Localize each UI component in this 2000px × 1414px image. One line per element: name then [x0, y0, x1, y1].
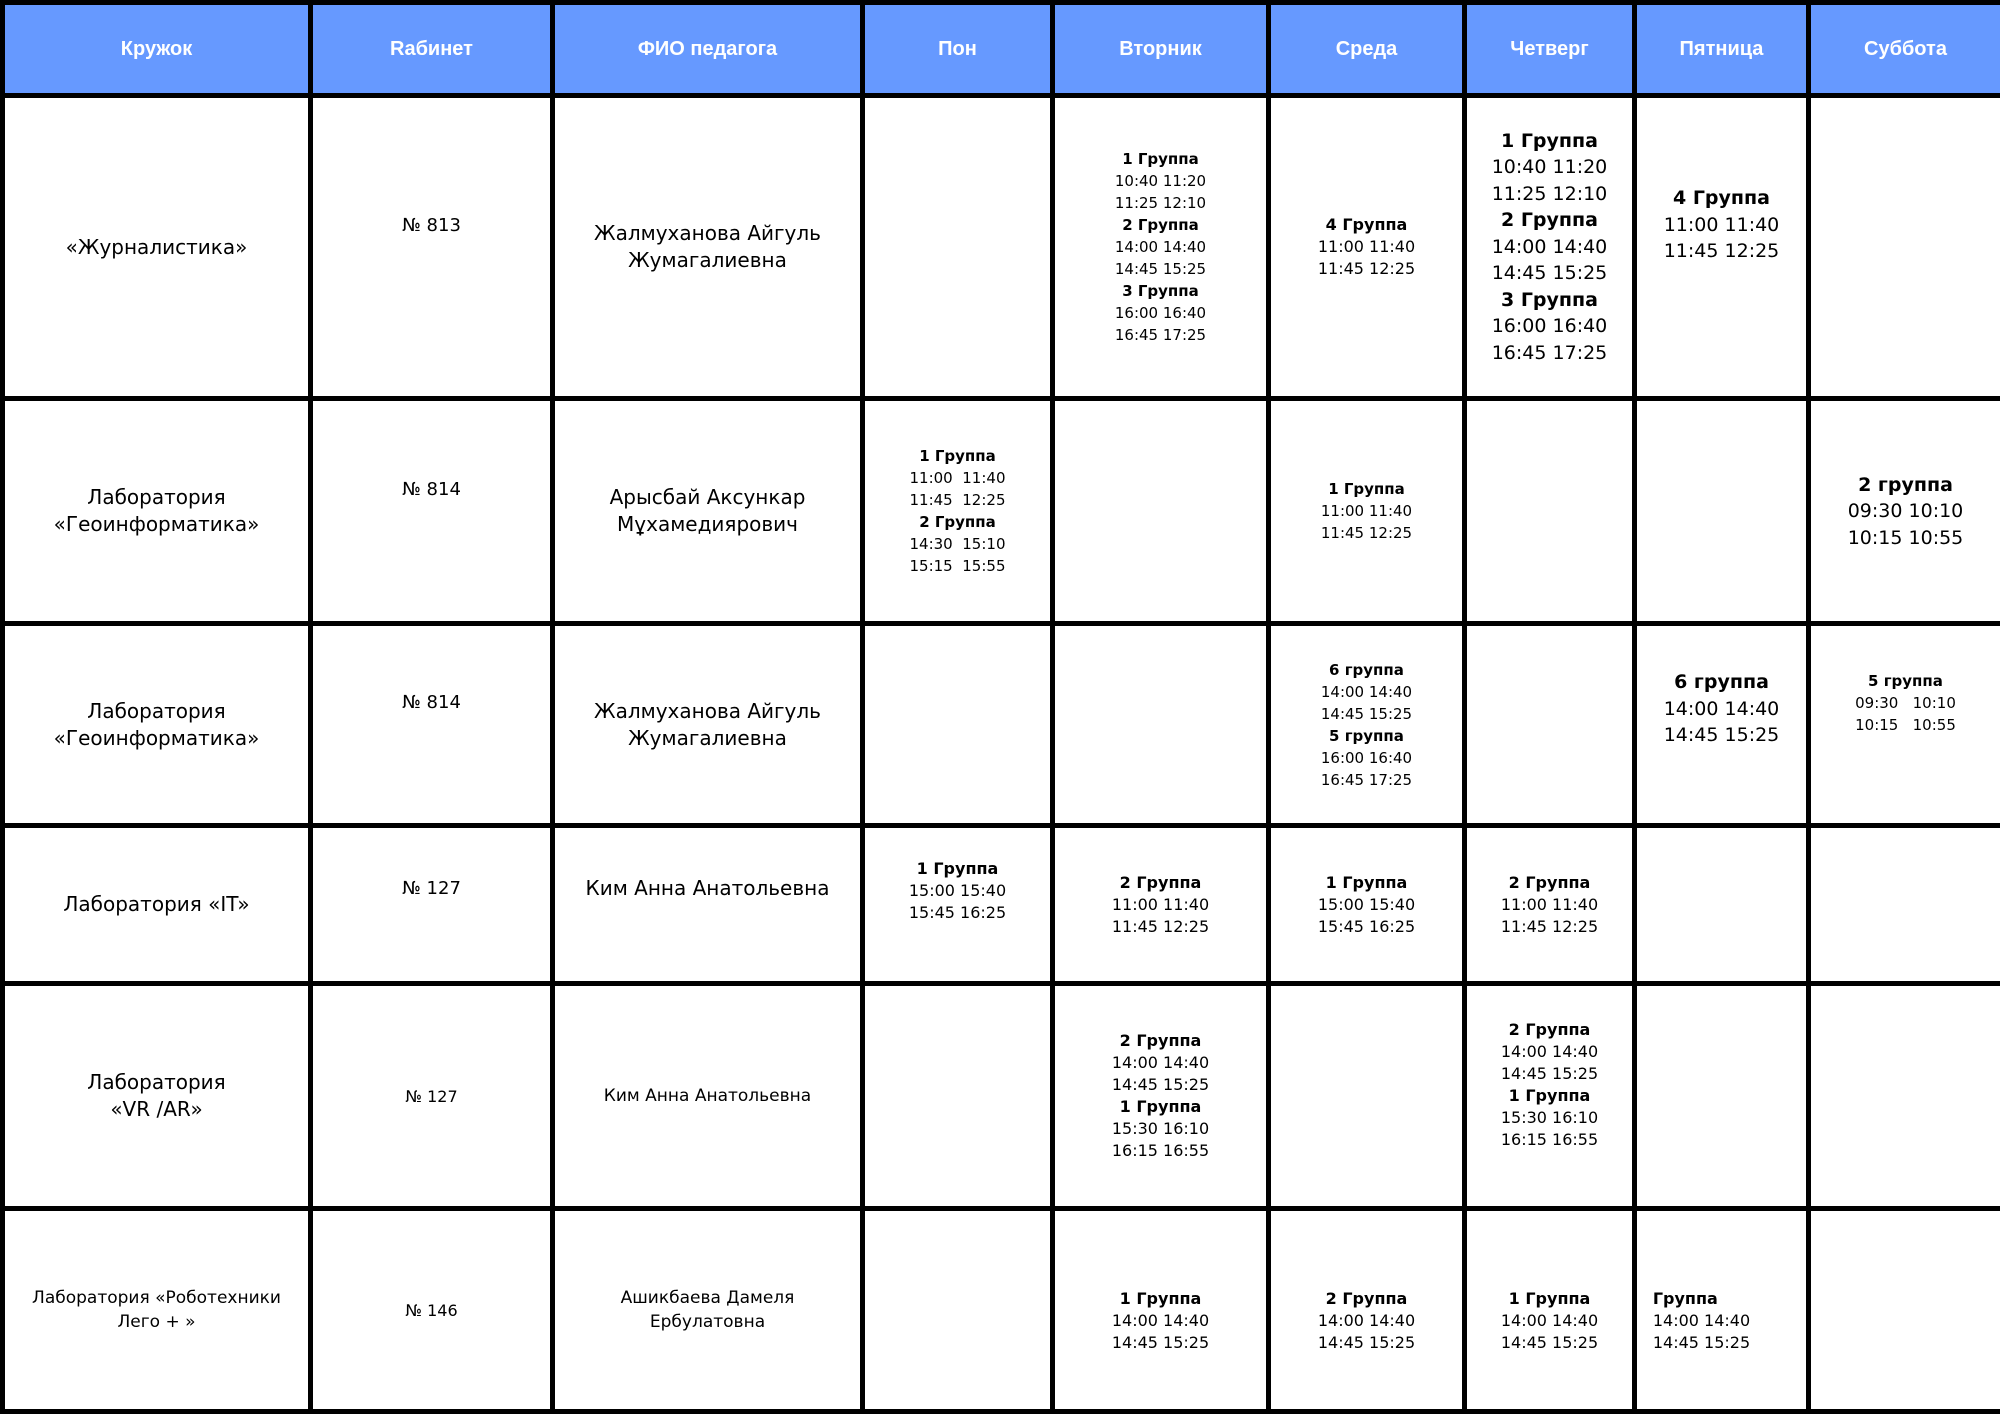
room-cell — [311, 624, 553, 826]
time-range: 14:00 14:40 — [1111, 1053, 1210, 1073]
room-number: № 127 — [402, 878, 461, 900]
group-label: 3 Группа — [1500, 288, 1598, 311]
time-range: 15:45 16:25 — [1317, 916, 1416, 936]
group-label: 1 Группа — [1328, 480, 1405, 499]
header-teacher: ФИО педагога — [553, 3, 863, 96]
circle-name-text: Лаборатория «IT» — [63, 892, 250, 917]
group-slot — [1318, 872, 1415, 938]
time-range: 14:00 14:40 — [1114, 238, 1207, 257]
group-label: 5 группа — [1329, 726, 1404, 745]
group-slot — [1653, 1288, 1750, 1354]
group-slot — [1112, 1030, 1209, 1162]
friday-cell — [1635, 624, 1809, 826]
teacher-name-line: Ким Анна Анатольевна — [603, 1086, 812, 1107]
time-range: 11:00 11:40 — [1320, 502, 1413, 521]
thursday-cell — [1465, 826, 1635, 984]
group-label: 2 Группа — [1122, 216, 1199, 235]
tuesday-cell — [1053, 624, 1269, 826]
time-range: 16:45 17:25 — [1114, 326, 1207, 345]
header-row — [3, 3, 2000, 96]
time-range: 10:40 11:20 — [1114, 172, 1207, 191]
group-slot — [1501, 1288, 1598, 1354]
circle-name-text: «Журналистика» — [65, 234, 248, 259]
teacher-name — [553, 399, 863, 624]
teacher-name — [553, 624, 863, 826]
time-range: 15:30 16:10 — [1500, 1108, 1599, 1128]
group-label: 6 группа — [1674, 671, 1769, 694]
group-slot — [1321, 659, 1412, 791]
time-range: 15:45 16:25 — [908, 902, 1007, 922]
teacher-name-line: Ким Анна Анатольевна — [585, 876, 830, 901]
time-range: 14:45 15:25 — [1111, 1333, 1210, 1353]
time-range: 14:45 15:25 — [1114, 260, 1207, 279]
header-tuesday: Вторник — [1053, 3, 1269, 96]
circle-name-line: Лего + » — [117, 1312, 196, 1333]
teacher-name — [553, 1209, 863, 1412]
group-label: 4 Группа — [1672, 187, 1770, 210]
time-range: 14:45 15:25 — [1652, 1333, 1751, 1353]
time-range: 14:45 15:25 — [1500, 1333, 1599, 1353]
monday-cell — [863, 399, 1053, 624]
group-label: 2 Группа — [1325, 1289, 1408, 1309]
teacher-name — [553, 984, 863, 1209]
time-range: 16:00 16:40 — [1320, 748, 1413, 767]
time-range: 14:00 14:40 — [1652, 1311, 1751, 1331]
group-slot — [1112, 872, 1209, 938]
group-label: 2 группа — [1858, 473, 1953, 496]
group-slot — [909, 858, 1006, 924]
header-room: Rабинет — [311, 3, 553, 96]
circle-name — [3, 624, 311, 826]
time-range: 14:00 14:40 — [1320, 682, 1413, 701]
circle-name-line: Лаборатория — [87, 698, 226, 723]
circle-name-line: Лаборатория — [87, 1070, 226, 1095]
time-range: 15:00 15:40 — [908, 880, 1007, 900]
table-row — [3, 1209, 2000, 1412]
group-label: 6 группа — [1329, 660, 1404, 679]
table-row — [3, 96, 2000, 399]
time-range: 09:30 10:10 — [1855, 693, 1956, 712]
room-cell — [311, 399, 553, 624]
room-number: № 127 — [405, 1086, 458, 1106]
monday-cell — [863, 1209, 1053, 1412]
group-slot — [1115, 148, 1206, 346]
tuesday-cell — [1053, 984, 1269, 1209]
time-range: 16:00 16:40 — [1114, 304, 1207, 323]
time-range: 15:15 15:55 — [909, 557, 1006, 576]
group-label: 1 Группа — [1119, 1289, 1202, 1309]
friday-cell — [1635, 1209, 1809, 1412]
room-cell — [311, 1209, 553, 1412]
group-label: 2 Группа — [919, 513, 996, 532]
group-label: 2 Группа — [1119, 1031, 1202, 1051]
group-slot — [1501, 1019, 1598, 1151]
wednesday-cell — [1269, 399, 1465, 624]
group-label: 4 Группа — [1325, 215, 1408, 235]
time-range: 11:45 12:25 — [1663, 240, 1780, 263]
saturday-cell — [1809, 96, 2000, 399]
circle-name-line: «Геоинформатика» — [53, 512, 260, 537]
wednesday-cell — [1269, 624, 1465, 826]
group-slot — [910, 445, 1006, 577]
room-cell — [311, 984, 553, 1209]
circle-name — [3, 1209, 311, 1412]
teacher-name-line: Жумагалиевна — [628, 248, 787, 273]
friday-cell — [1635, 984, 1809, 1209]
time-range: 11:00 11:40 — [1111, 894, 1210, 914]
circle-name — [3, 984, 311, 1209]
group-label: 2 Группа — [1508, 1020, 1591, 1040]
time-range: 14:30 15:10 — [909, 535, 1006, 554]
thursday-cell — [1465, 399, 1635, 624]
thursday-cell — [1465, 96, 1635, 399]
wednesday-cell — [1269, 984, 1465, 1209]
group-label: 1 Группа — [1325, 872, 1408, 892]
time-range: 14:45 15:25 — [1111, 1075, 1210, 1095]
thursday-cell — [1465, 1209, 1635, 1412]
monday-cell — [863, 984, 1053, 1209]
saturday-cell — [1809, 399, 2000, 624]
teacher-name-line: Мұхамедиярович — [617, 512, 798, 537]
teacher-name — [553, 96, 863, 399]
time-range: 15:00 15:40 — [1317, 894, 1416, 914]
teacher-name-line: Арысбай Аксункар — [609, 485, 806, 510]
group-slot — [1318, 1288, 1415, 1354]
group-label: 2 Группа — [1500, 209, 1598, 232]
group-label: 1 Группа — [1508, 1086, 1591, 1106]
group-label: 1 Группа — [1500, 129, 1598, 152]
thursday-cell — [1465, 984, 1635, 1209]
header-saturday: Суббота — [1809, 3, 2000, 96]
time-range: 09:30 10:10 — [1847, 500, 1964, 523]
table-row — [3, 624, 2000, 826]
teacher-name-line: Жумагалиевна — [628, 725, 787, 750]
table-row — [3, 826, 2000, 984]
tuesday-cell — [1053, 96, 1269, 399]
teacher-name-line: Ербулатовна — [649, 1312, 766, 1333]
circle-name — [3, 399, 311, 624]
group-slot — [1664, 669, 1780, 749]
thursday-cell — [1465, 624, 1635, 826]
saturday-cell — [1809, 1209, 2000, 1412]
header-thursday: Четверг — [1465, 3, 1635, 96]
group-label: Группа — [1652, 1289, 1718, 1309]
group-label: 1 Группа — [916, 858, 999, 878]
time-range: 16:45 17:25 — [1491, 341, 1608, 364]
time-range: 11:00 11:40 — [1500, 894, 1599, 914]
monday-cell — [863, 96, 1053, 399]
group-slot — [1112, 1288, 1209, 1354]
group-slot — [1321, 478, 1412, 544]
time-range: 14:45 15:25 — [1663, 724, 1780, 747]
group-slot — [1664, 185, 1780, 265]
group-slot — [1318, 214, 1415, 280]
room-number: № 814 — [402, 692, 461, 714]
time-range: 10:40 11:20 — [1491, 156, 1608, 179]
room-number: № 146 — [405, 1300, 458, 1320]
time-range: 10:15 10:55 — [1847, 526, 1964, 549]
saturday-cell — [1809, 826, 2000, 984]
circle-name — [3, 96, 311, 399]
wednesday-cell — [1269, 826, 1465, 984]
time-range: 11:00 11:40 — [1663, 213, 1780, 236]
time-range: 11:45 12:25 — [1500, 916, 1599, 936]
group-label: 1 Группа — [1119, 1097, 1202, 1117]
time-range: 14:00 14:40 — [1663, 697, 1780, 720]
tuesday-cell — [1053, 399, 1269, 624]
time-range: 16:15 16:55 — [1111, 1141, 1210, 1161]
room-cell — [311, 96, 553, 399]
time-range: 11:45 12:25 — [1111, 916, 1210, 936]
time-range: 16:00 16:40 — [1491, 315, 1608, 338]
monday-cell — [863, 826, 1053, 984]
time-range: 10:15 10:55 — [1855, 715, 1956, 734]
teacher-name — [553, 826, 863, 984]
time-range: 15:30 16:10 — [1111, 1119, 1210, 1139]
group-label: 2 Группа — [1119, 872, 1202, 892]
header-monday: Пон — [863, 3, 1053, 96]
saturday-cell — [1809, 624, 2000, 826]
time-range: 16:15 16:55 — [1500, 1130, 1599, 1150]
time-range: 11:00 11:40 — [909, 469, 1006, 488]
teacher-name-line: Жалмуханова Айгуль — [594, 698, 821, 723]
table-row — [3, 399, 2000, 624]
teacher-name-line: Жалмуханова Айгуль — [594, 221, 821, 246]
time-range: 11:00 11:40 — [1317, 237, 1416, 257]
group-slot — [1855, 670, 1956, 736]
friday-cell — [1635, 96, 1809, 399]
circle-name-line: «VR /AR» — [110, 1097, 203, 1122]
circle-name-line: Лаборатория — [87, 485, 226, 510]
tuesday-cell — [1053, 826, 1269, 984]
time-range: 11:45 12:25 — [1320, 524, 1413, 543]
friday-cell — [1635, 826, 1809, 984]
monday-cell — [863, 624, 1053, 826]
time-range: 14:00 14:40 — [1317, 1311, 1416, 1331]
group-label: 1 Группа — [1508, 1289, 1591, 1309]
group-slot — [1501, 872, 1598, 938]
header-friday: Пятница — [1635, 3, 1809, 96]
group-label: 3 Группа — [1122, 282, 1199, 301]
time-range: 14:45 15:25 — [1317, 1333, 1416, 1353]
tuesday-cell — [1053, 1209, 1269, 1412]
group-label: 2 Группа — [1508, 872, 1591, 892]
time-range: 14:00 14:40 — [1111, 1311, 1210, 1331]
group-label: 1 Группа — [919, 447, 996, 466]
room-number: № 814 — [402, 478, 461, 500]
wednesday-cell — [1269, 96, 1465, 399]
time-range: 14:00 14:40 — [1491, 235, 1608, 258]
group-slot — [1492, 128, 1608, 367]
saturday-cell — [1809, 984, 2000, 1209]
time-range: 14:45 15:25 — [1320, 704, 1413, 723]
wednesday-cell — [1269, 1209, 1465, 1412]
time-range: 14:00 14:40 — [1500, 1042, 1599, 1062]
circle-name-line: «Геоинформатика» — [53, 725, 260, 750]
group-slot — [1848, 472, 1964, 552]
group-label: 1 Группа — [1122, 150, 1199, 169]
header-circle: Кружок — [3, 3, 311, 96]
teacher-name-line: Ашикбаева Дамеля — [620, 1288, 795, 1309]
circle-name — [3, 826, 311, 984]
time-range: 11:45 12:25 — [909, 491, 1006, 510]
time-range: 14:00 14:40 — [1500, 1311, 1599, 1331]
table-row — [3, 984, 2000, 1209]
room-number: № 813 — [402, 214, 461, 236]
time-range: 11:45 12:25 — [1317, 259, 1416, 279]
group-label: 5 группа — [1868, 671, 1943, 690]
circle-name-line: Лаборатория «Роботехники — [32, 1288, 281, 1309]
time-range: 11:25 12:10 — [1114, 194, 1207, 213]
room-cell — [311, 826, 553, 984]
header-wednesday: Среда — [1269, 3, 1465, 96]
time-range: 16:45 17:25 — [1320, 770, 1413, 789]
friday-cell — [1635, 399, 1809, 624]
time-range: 11:25 12:10 — [1491, 182, 1608, 205]
time-range: 14:45 15:25 — [1491, 262, 1608, 285]
time-range: 14:45 15:25 — [1500, 1064, 1599, 1084]
